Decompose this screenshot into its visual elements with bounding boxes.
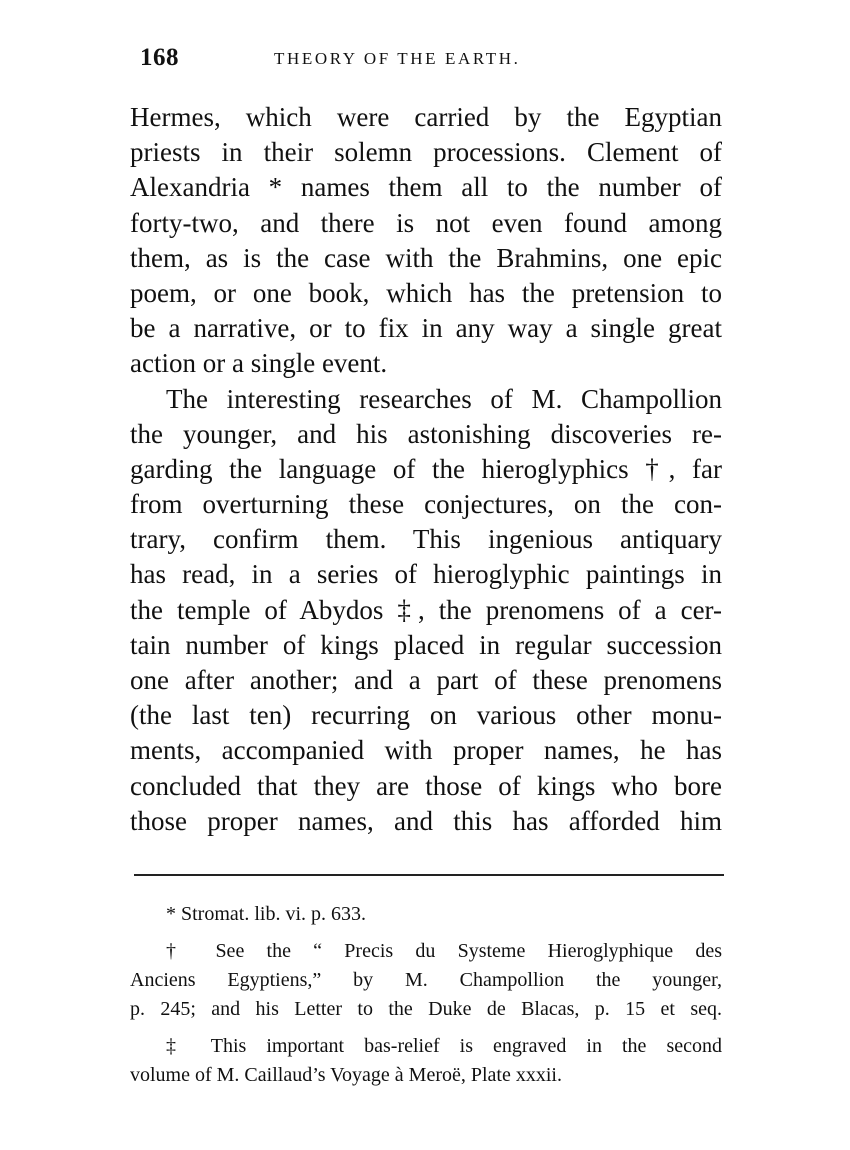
footnote-line: ‡ This important bas-relief is engraved in the second [166,1035,722,1057]
footnote-line: volume of M. Caillaud’s Voyage à Meroë, Plate xxxii. [130,1064,562,1086]
body-line: Hermes, which were carried by the Egyptian [130,102,722,132]
body-line: those proper names, and this has afforded him [130,805,722,836]
footnotes [130,900,722,1098]
body-line: them, as is the case with the Brahmins, one epic [130,242,722,273]
running-head: THEORY OF THE EARTH. [274,49,521,68]
body-line: priests in their solemn processions. Clement of [130,137,722,168]
body-line: one after another; and a part of these prenomens [130,665,722,695]
body-line: action or a single event. [130,348,388,379]
body-line: ments, accompanied with proper names, he has [130,735,722,766]
body-line: forty-two, and there is not even found among [130,207,722,238]
footnote-line: Anciens Egyptiens,” by M. Champollion the younger, [130,969,722,991]
body-line: tain number of kings placed in regular succession [130,629,722,660]
body-line: the temple of Abydos ‡, the prenomens of a cer- [130,594,722,625]
footnote [130,900,722,929]
footnote-line: p. 245; and his Letter to the Duke de Blacas, p. 15 et seq. [130,998,722,1020]
body-line: trary, confirm them. This ingenious antiquary [130,524,722,555]
body-line: Alexandria * names them all to the number of [130,172,722,203]
footnote-line: † See the “ Precis du Systeme Hieroglyphique des [166,940,722,962]
body-line: (the last ten) recurring on various other monu- [130,700,722,731]
footnote-line: * Stromat. lib. vi. p. 633. [166,903,366,925]
body-line: from overturning these conjectures, on the con- [130,489,722,520]
body-line: concluded that they are those of kings who bore [130,770,722,801]
body-line: has read, in a series of hieroglyphic paintings in [130,559,722,590]
footnote [130,937,722,1024]
body-line: poem, or one book, which has the pretension to [130,277,722,308]
paragraph-first-line: The interesting researches of M. Champollion [166,383,722,414]
body-line: the younger, and his astonishing discoveries re- [130,418,722,449]
body-line: be a narrative, or to fix in any way a single great [130,313,722,344]
footnote-divider [134,874,724,876]
page-header [140,44,720,76]
page-number: 168 [140,44,179,71]
footnote [130,1032,722,1090]
body-text [130,100,722,839]
body-line: garding the language of the hieroglyphics †, far [130,453,722,484]
